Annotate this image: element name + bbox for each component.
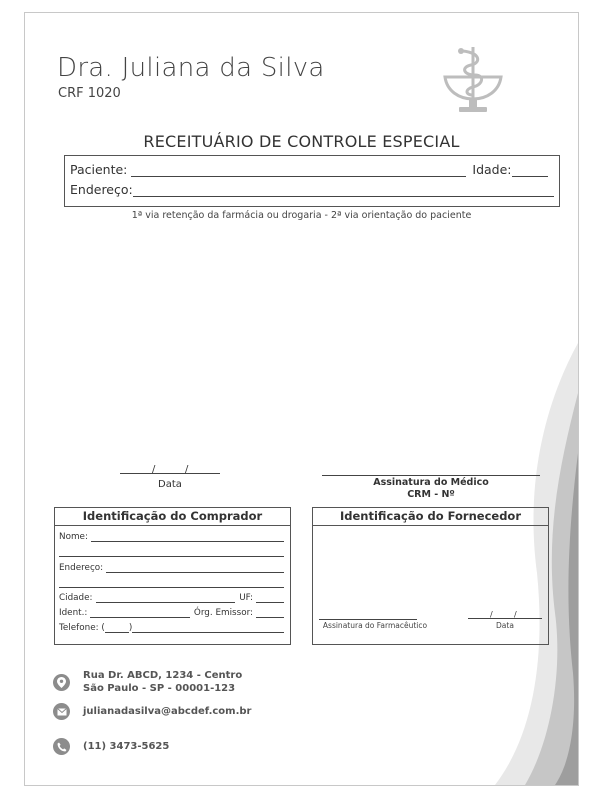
buyer-ident-row	[59, 608, 284, 618]
envelope-icon	[53, 703, 70, 720]
date-separator: /	[152, 464, 156, 475]
buyer-city-row	[59, 593, 284, 603]
buyer-phone-row	[59, 623, 284, 633]
buyer-issuer-field[interactable]	[256, 608, 284, 618]
buyer-city-field[interactable]	[96, 593, 236, 603]
date-separator: /	[185, 464, 189, 475]
date-field[interactable]	[120, 463, 220, 474]
address-label: Endereço:	[70, 182, 133, 197]
contact-address	[53, 669, 242, 695]
crf-number: CRF 1020	[58, 86, 121, 101]
address-field[interactable]	[133, 184, 554, 197]
patient-box	[64, 155, 560, 207]
prescription-sheet	[24, 12, 579, 786]
contact-address-text	[83, 669, 242, 695]
caduceus-bowl-icon	[441, 41, 505, 117]
buyer-ident-label: Ident.:	[59, 608, 88, 618]
buyer-phone-field[interactable]	[132, 623, 284, 633]
address-line-1: Rua Dr. ABCD, 1234 - Centro	[83, 670, 243, 681]
prescription-date	[120, 463, 220, 490]
buyer-phone-area-field[interactable]	[105, 623, 129, 633]
doctor-signature-line[interactable]	[322, 475, 540, 476]
buyer-issuer-label: Órg. Emissor:	[193, 608, 253, 618]
location-pin-icon	[53, 674, 70, 691]
doctor-signature-block	[322, 477, 540, 501]
date-separator: /	[514, 610, 517, 619]
buyer-name-label: Nome:	[59, 532, 88, 542]
via-note: 1ª via retenção da farmácia ou drogaria - 2ª via orientação do paciente	[131, 210, 472, 221]
supplier-box	[312, 507, 549, 645]
buyer-city-label: Cidade:	[59, 593, 93, 603]
buyer-name-field-2[interactable]	[59, 547, 284, 557]
form-title: RECEITUÁRIO DE CONTROLE ESPECIAL	[143, 132, 460, 151]
supplier-title: Identificação do Fornecedor	[313, 508, 548, 526]
phone-text[interactable]: (11) 3473-5625	[83, 741, 170, 752]
buyer-name-field[interactable]	[91, 532, 284, 542]
age-field[interactable]	[512, 164, 548, 177]
buyer-phone-label: Telefone: (	[59, 623, 105, 633]
buyer-name-row-2	[59, 547, 284, 557]
supplier-date-label: Data	[496, 621, 514, 630]
age-label: Idade:	[472, 162, 512, 177]
buyer-address-field[interactable]	[106, 563, 284, 573]
contact-email	[53, 703, 251, 720]
doctor-signature-label: Assinatura do Médico	[373, 477, 489, 488]
buyer-ident-field[interactable]	[90, 608, 190, 618]
address-line-2: São Paulo - SP - 00001-123	[83, 683, 236, 694]
pharmacist-signature-label: Assinatura do Farmacêutico	[322, 621, 428, 630]
patient-label: Paciente:	[70, 162, 128, 177]
buyer-name-row	[59, 532, 284, 542]
phone-icon	[53, 738, 70, 755]
patient-field[interactable]	[131, 164, 466, 177]
buyer-uf-field[interactable]	[256, 593, 284, 603]
date-separator: /	[490, 610, 493, 619]
contact-phone	[53, 738, 169, 755]
buyer-address-field-2[interactable]	[59, 578, 284, 588]
buyer-address-row-2	[59, 578, 284, 588]
buyer-phone-paren: )	[128, 623, 133, 633]
date-label: Data	[158, 479, 182, 490]
patient-row	[70, 162, 554, 177]
buyer-box	[54, 507, 291, 645]
buyer-title: Identificação do Comprador	[55, 508, 290, 526]
buyer-uf-label: UF:	[239, 593, 253, 603]
email-text[interactable]: julianadasilva@abcdef.com.br	[83, 706, 252, 717]
address-row	[70, 182, 554, 197]
buyer-address-label: Endereço:	[59, 563, 104, 573]
supplier-date-field[interactable]	[468, 608, 542, 619]
pharmacist-signature-line[interactable]	[319, 619, 417, 620]
buyer-address-row	[59, 563, 284, 573]
doctor-name: Dra. Juliana da Silva	[57, 53, 325, 83]
crm-label: CRM - Nº	[407, 489, 455, 500]
